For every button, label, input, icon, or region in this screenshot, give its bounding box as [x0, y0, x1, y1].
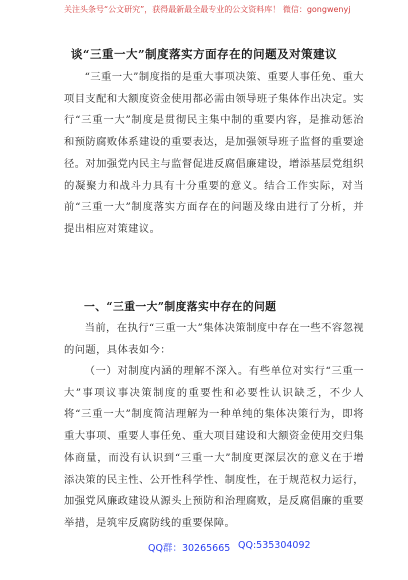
paragraph-intro	[64, 67, 364, 241]
header-banner: 关注头条号“公文研究”，获得最新最全最专业的公文资料库！ 微信：gongwenyj	[64, 5, 351, 14]
footer-qq-group: QQ群：30265665	[148, 543, 231, 554]
paragraph-problem-1	[64, 361, 364, 535]
section-heading-1: 一、“三重一大”制度落实中存在的问题	[84, 300, 277, 313]
paragraph-current-text: 当前，在执行“三重一大”集体决策制度中存在一些不容忽视的问题，具体表如今：	[64, 322, 364, 356]
paragraph-intro-text: “三重一大”制度指的是重大事项决策、重要人事任免、重大项目支配和大额度资金使用都必需由领导班子集体作出决定。实行“三重一大”制度是贯彻民主集中制的重要内容，是推动惩治和预防腐败体系建设的重要表达，是加强领导班子监督的重要途径。对加强党内民主与监督促进反腐倡廉建设，增添基层党组织的凝聚力和战斗力具有十分重要的意义。结合工作实际，对当前“三重一大”制度落实方面存在的问题及缘由进行了分析，并提出相应对策建议。	[64, 71, 364, 235]
paragraph-current	[64, 318, 364, 361]
paragraph-problem-1-text: （一）对制度内涵的理解不深入。有些单位对实行“三重一大”事项议事决策制度的重要性和必要性认识缺乏，不少人将“三重一大”制度简洁理解为一种单纯的集体决策行为，即将重大事项、重要人事任免、重大项目建设和大额资金使用交归集体商量，而没有认识到“三重一大”制度更深层次的意义在于增添决策的民主性、公开性科学性、制度性，在于规范权力运行，加强党风廉政建设从源头上预防和治理腐败，是反腐倡廉的重要举措，是筑牢反腐防线的重要保障。	[64, 365, 364, 529]
document-title: 谈“三重一大”制度落实方面存在的问题及对策建议	[70, 47, 338, 61]
footer-qq-number: QQ:535304092	[238, 540, 311, 551]
